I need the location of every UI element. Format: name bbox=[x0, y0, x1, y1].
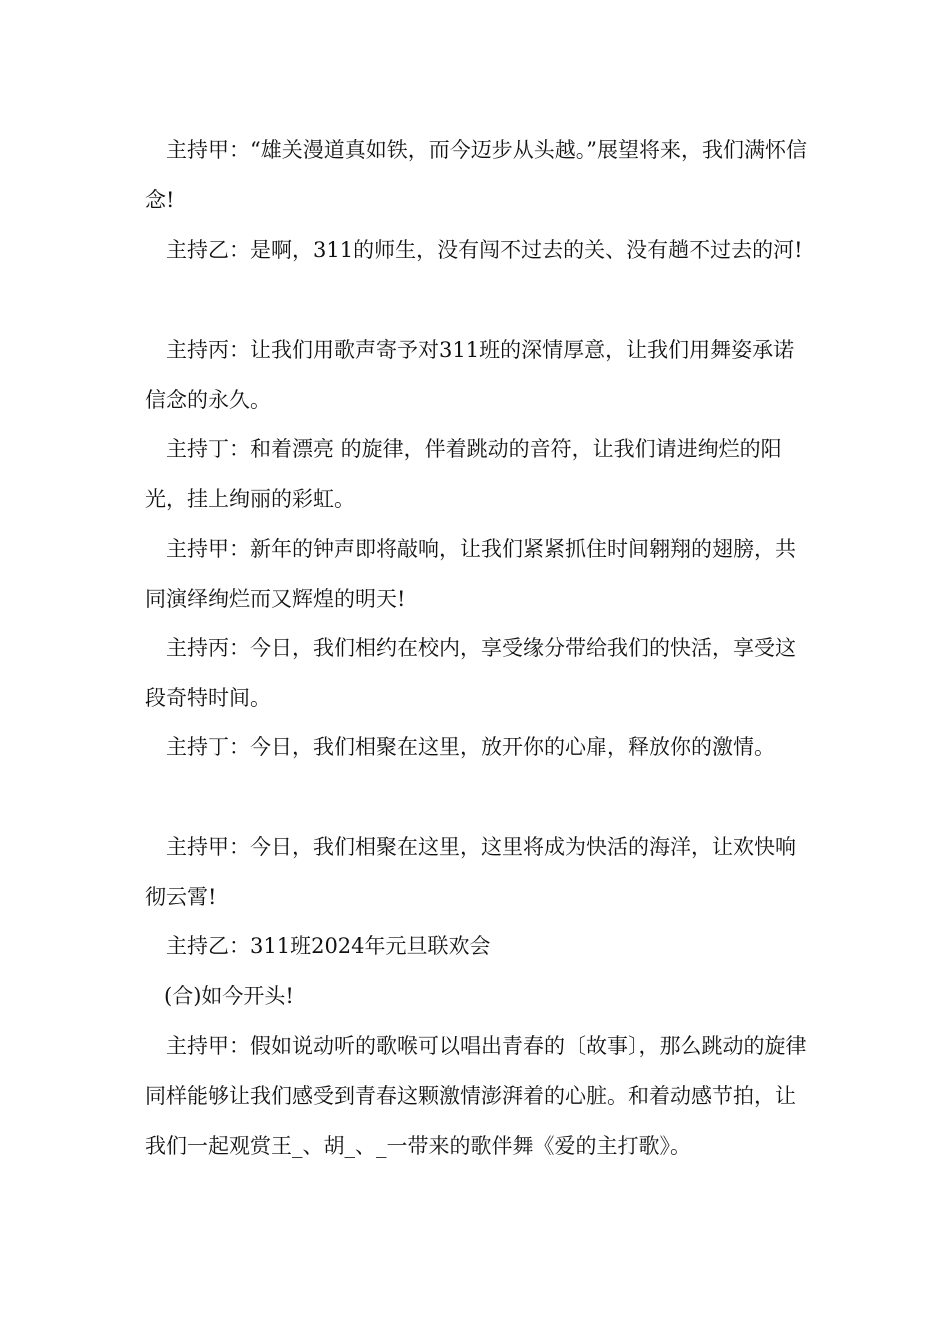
paragraph-host-jia-3: 主持甲：今日，我们相聚在这里，这里将成为快活的海洋，让欢快响彻云霄! bbox=[145, 835, 796, 909]
paragraph-host-yi-1: 主持乙：是啊，311的师生，没有闯不过去的关、没有趟不过去的河! bbox=[166, 238, 803, 262]
paragraph-host-ding-1: 主持丁：和着漂亮 的旋律，伴着跳动的音符，让我们请进绚烂的阳光，挂上绚丽的彩虹。 bbox=[145, 437, 782, 511]
paragraph-host-yi-2: 主持乙：311班2024年元旦联欢会 bbox=[166, 934, 491, 958]
paragraph-host-bing-1: 主持丙：让我们用歌声寄予对311班的深情厚意，让我们用舞姿承诺信念的永久。 bbox=[145, 338, 795, 412]
paragraph-host-bing-2: 主持丙：今日，我们相约在校内，享受缘分带给我们的快活，享受这段奇特时间。 bbox=[145, 636, 796, 710]
paragraph-host-jia-1: 主持甲：“雄关漫道真如铁，而今迈步从头越。”展望将来，我们满怀信念! bbox=[145, 138, 807, 212]
paragraph-host-jia-4: 主持甲：假如说动听的歌喉可以唱出青春的〔故事〕，那么跳动的旋律同样能够让我们感受到青春这颗激情澎湃着的心脏。和着动感节拍，让我们一起观赏王_、胡_、_一带来的歌伴舞《爱的主打歌》。 bbox=[145, 1034, 807, 1158]
paragraph-host-ding-2: 主持丁：今日，我们相聚在这里，放开你的心扉，释放你的激情。 bbox=[166, 735, 775, 759]
paragraph-together: (合)如今开头! bbox=[164, 984, 294, 1008]
paragraph-host-jia-2: 主持甲：新年的钟声即将敲响，让我们紧紧抓住时间翱翔的翅膀，共同演绎绚烂而又辉煌的明天! bbox=[145, 537, 796, 611]
